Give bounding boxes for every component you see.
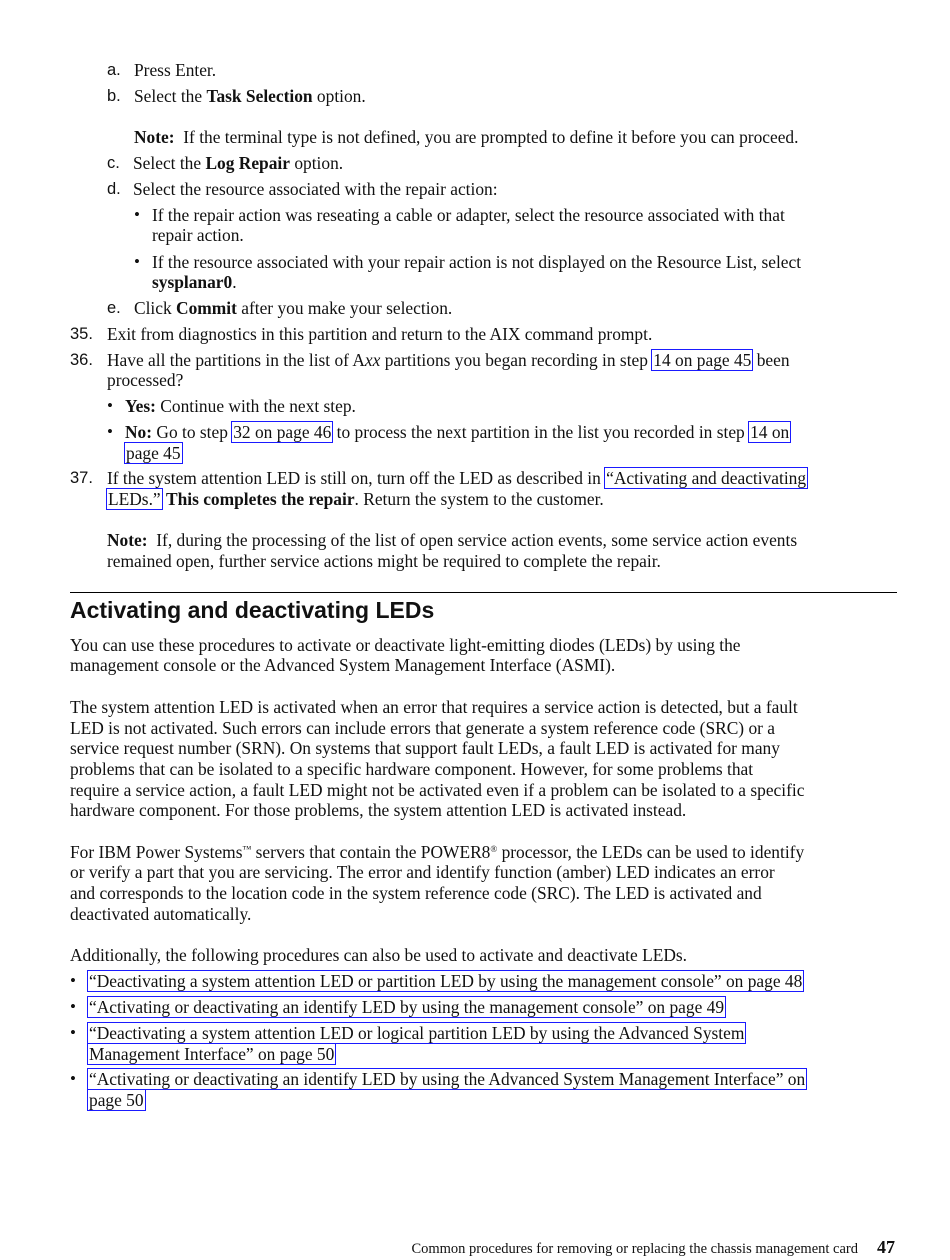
list-marker: e. (107, 299, 121, 317)
note-open-events-line2: remained open, further service actions might be required to complete the repair. (107, 551, 661, 571)
link-identify-asmi-part2[interactable]: page 50 (89, 1090, 144, 1110)
list-marker: c. (107, 154, 120, 172)
link-list-item (88, 1023, 745, 1044)
step-36-text-line2: processed? (107, 370, 184, 390)
bullet-icon: • (70, 1023, 76, 1042)
link-step-32[interactable]: 32 on page 46 (233, 422, 332, 442)
paragraph-attention-led: The system attention LED is activated when an error that requires a service action is detected, but a fault (70, 697, 798, 717)
list-item-a: Press Enter. (134, 60, 217, 80)
paragraph-intro: management console or the Advanced System Management Interface (ASMI). (70, 655, 616, 675)
link-activating-leds-part2[interactable]: LEDs.” (108, 489, 161, 509)
list-marker: b. (107, 87, 121, 105)
bullet-icon: • (70, 971, 76, 990)
note-task-selection: Note: If the terminal type is not defined, you are prompted to define it before you can proceed. (134, 127, 799, 147)
link-list-item (88, 997, 725, 1018)
link-identify-console[interactable]: “Activating or deactivating an identify LED by using the management console” on page 49 (89, 997, 725, 1017)
section-divider (70, 592, 897, 593)
step-number: 37. (70, 469, 93, 487)
note-open-events: Note: If, during the processing of the list of open service action events, some service action events (107, 530, 798, 550)
link-identify-asmi-part1[interactable]: “Activating or deactivating an identify LED by using the Advanced System Management Interface” on (89, 1069, 806, 1089)
bullet-resource-line2: sysplanar0. (152, 272, 237, 292)
list-item-b: Select the Task Selection option. (134, 86, 366, 106)
paragraph-attention-led: LED is not activated. Such errors can include errors that generate a system reference code (SRC) or a (70, 718, 775, 738)
step-35-text: Exit from diagnostics in this partition and return to the AIX command prompt. (107, 324, 653, 344)
bullet-reseat-line2: repair action. (152, 225, 244, 245)
link-list-item (88, 971, 803, 992)
bullet-icon: • (70, 1069, 76, 1088)
bullet-no: No: Go to step 32 on page 46 to process the next partition in the list you recorded in step 14 on (125, 422, 790, 442)
bullet-icon: • (107, 396, 113, 415)
section-heading: Activating and deactivating LEDs (70, 597, 435, 623)
step-37-text: If the system attention LED is still on, turn off the LED as described in “Activating and deactivating (107, 468, 807, 488)
bullet-icon: • (134, 205, 140, 224)
link-deactivate-attention-console[interactable]: “Deactivating a system attention LED or partition LED by using the management console” on page 48 (89, 971, 803, 991)
step-number: 35. (70, 325, 93, 343)
paragraph-additionally: Additionally, the following procedures can also be used to activate and deactivate LEDs. (70, 945, 688, 965)
step-number: 36. (70, 351, 93, 369)
link-step-14-part2[interactable]: page 45 (126, 443, 181, 463)
page-number: 47 (877, 1237, 895, 1257)
link-deactivate-attention-asmi-part2[interactable]: Management Interface” on page 50 (89, 1044, 335, 1064)
paragraph-attention-led: problems that can be isolated to a specific hardware component. However, for some problems that (70, 759, 754, 779)
list-item-e: Click Commit after you make your selection. (134, 298, 453, 318)
link-activating-leds-part1[interactable]: “Activating and deactivating (606, 468, 807, 488)
bullet-no-line2 (125, 443, 182, 464)
paragraph-power8: For IBM Power Systems™ servers that contain the POWER8® processor, the LEDs can be used to identify (70, 842, 805, 862)
paragraph-power8: or verify a part that you are servicing. The error and identify function (amber) LED indicates an error (70, 862, 775, 882)
bullet-icon: • (70, 997, 76, 1016)
page-footer: Common procedures for removing or replacing the chassis management card (411, 1241, 858, 1257)
list-item-c: Select the Log Repair option. (133, 153, 344, 173)
link-deactivate-attention-asmi-part1[interactable]: “Deactivating a system attention LED or logical partition LED by using the Advanced System (89, 1023, 745, 1043)
link-step-14[interactable]: 14 on page 45 (653, 350, 752, 370)
bullet-icon: • (107, 422, 113, 441)
bullet-resource-line1: If the resource associated with your repair action is not displayed on the Resource List, select (152, 252, 802, 272)
paragraph-attention-led: require a service action, a fault LED might not be activated even if a problem can be isolated to a specific (70, 780, 805, 800)
bullet-icon: • (134, 252, 140, 271)
paragraph-attention-led: hardware component. For those problems, the system attention LED is activated instead. (70, 800, 687, 820)
bullet-reseat-line1: If the repair action was reseating a cable or adapter, select the resource associated with that (152, 205, 785, 225)
step-37-text-line2: LEDs.” This completes the repair. Return the system to the customer. (108, 489, 604, 509)
list-marker: d. (107, 180, 121, 198)
paragraph-attention-led: service request number (SRN). On systems that support fault LEDs, a fault LED is activated for many (70, 738, 780, 758)
list-marker: a. (107, 61, 121, 79)
link-list-item (88, 1090, 145, 1111)
bullet-yes: Yes: Continue with the next step. (125, 396, 356, 416)
paragraph-intro: You can use these procedures to activate or deactivate light-emitting diodes (LEDs) by using the (70, 635, 741, 655)
paragraph-power8: and corresponds to the location code in the system reference code (SRC). The LED is activated and (70, 883, 762, 903)
paragraph-power8: deactivated automatically. (70, 904, 252, 924)
link-list-item (88, 1069, 806, 1090)
link-step-14-part1[interactable]: 14 on (750, 422, 790, 442)
link-list-item (88, 1044, 335, 1065)
list-item-d: Select the resource associated with the repair action: (133, 179, 498, 199)
step-36-text: Have all the partitions in the list of Axx partitions you began recording in step 14 on page 45 been (107, 350, 790, 370)
